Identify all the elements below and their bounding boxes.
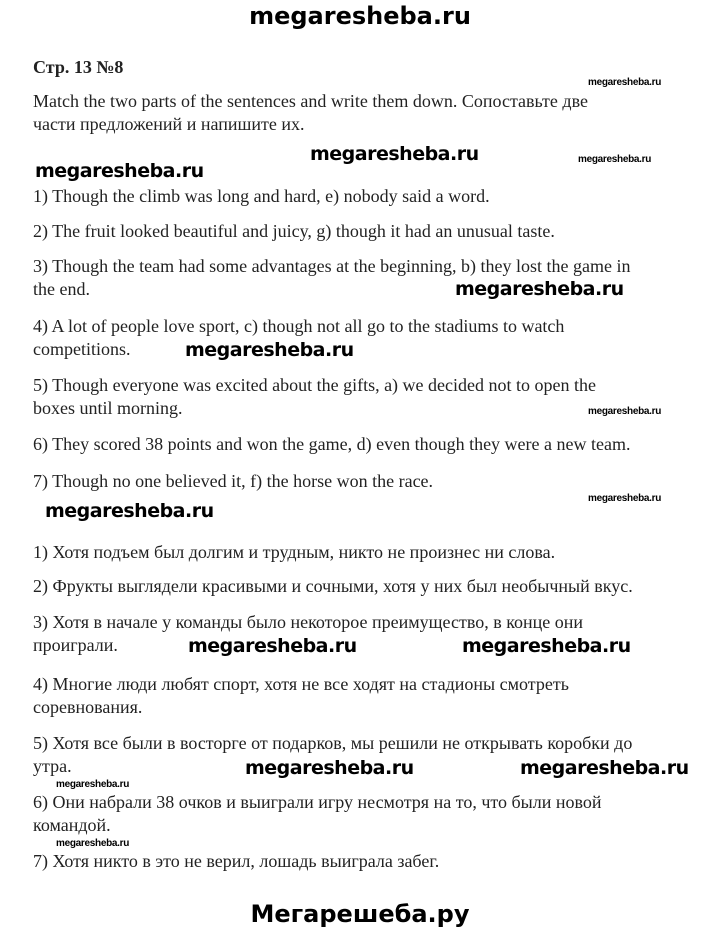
site-footer: Мегарешеба.ру [250, 900, 470, 928]
russian-sentence: 4) Многие люди любят спорт, хотя не все ходят на стадионы смотреть [33, 674, 569, 694]
english-sentence: 3) Though the team had some advantages at the beginning, b) they lost the game in [33, 256, 631, 276]
watermark: megaresheba.ru [310, 143, 479, 165]
russian-sentence: проиграли. [33, 635, 118, 655]
english-sentence: 2) The fruit looked beautiful and juicy, g) though it had an unusual taste. [33, 221, 555, 241]
russian-sentence: 2) Фрукты выглядели красивыми и сочными, хотя у них был необычный вкус. [33, 576, 633, 596]
russian-sentence: командой. [33, 815, 111, 835]
watermark: megaresheba.ru [245, 757, 414, 779]
watermark: megaresheba.ru [462, 635, 631, 657]
watermark: megaresheba.ru [588, 406, 662, 417]
watermark: megaresheba.ru [185, 339, 354, 361]
watermark: megaresheba.ru [578, 154, 652, 165]
watermark: megaresheba.ru [35, 160, 204, 182]
english-sentence: 5) Though everyone was excited about the gifts, a) we decided not to open the [33, 375, 596, 395]
watermark: megaresheba.ru [588, 77, 662, 88]
russian-sentence: 6) Они набрали 38 очков и выиграли игру несмотря на то, что были новой [33, 792, 602, 812]
english-sentence: competitions. [33, 339, 131, 359]
watermark: megaresheba.ru [56, 838, 130, 849]
watermark: megaresheba.ru [520, 757, 689, 779]
english-sentence: the end. [33, 279, 90, 299]
watermark: megaresheba.ru [455, 278, 624, 300]
english-sentence: boxes until morning. [33, 398, 183, 418]
russian-sentence: соревнования. [33, 697, 143, 717]
russian-sentence: 1) Хотя подъем был долгим и трудным, никто не произнес ни слова. [33, 542, 556, 562]
russian-sentence: 5) Хотя все были в восторге от подарков, мы решили не открывать коробки до [33, 733, 633, 753]
intro-line: части предложений и напишите их. [33, 114, 305, 134]
watermark: megaresheba.ru [588, 493, 662, 504]
russian-sentence: 7) Хотя никто в это не верил, лошадь выиграла забег. [33, 851, 440, 871]
watermark: megaresheba.ru [56, 779, 130, 790]
english-sentence: 7) Though no one believed it, f) the horse won the race. [33, 471, 434, 491]
watermark: megaresheba.ru [45, 500, 214, 522]
site-header: megaresheba.ru [249, 2, 471, 30]
intro-line: Match the two parts of the sentences and write them down. Сопоставьте две [33, 91, 588, 111]
russian-sentence: 3) Хотя в начале у команды было некоторое преимущество, в конце они [33, 612, 584, 632]
english-sentence: 4) A lot of people love sport, c) though not all go to the stadiums to watch [33, 316, 565, 336]
page-reference: Стр. 13 №8 [33, 57, 124, 77]
english-sentence: 6) They scored 38 points and won the game, d) even though they were a new team. [33, 434, 631, 454]
russian-sentence: утра. [33, 756, 72, 776]
watermark: megaresheba.ru [188, 635, 357, 657]
english-sentence: 1) Though the climb was long and hard, e) nobody said a word. [33, 186, 490, 206]
